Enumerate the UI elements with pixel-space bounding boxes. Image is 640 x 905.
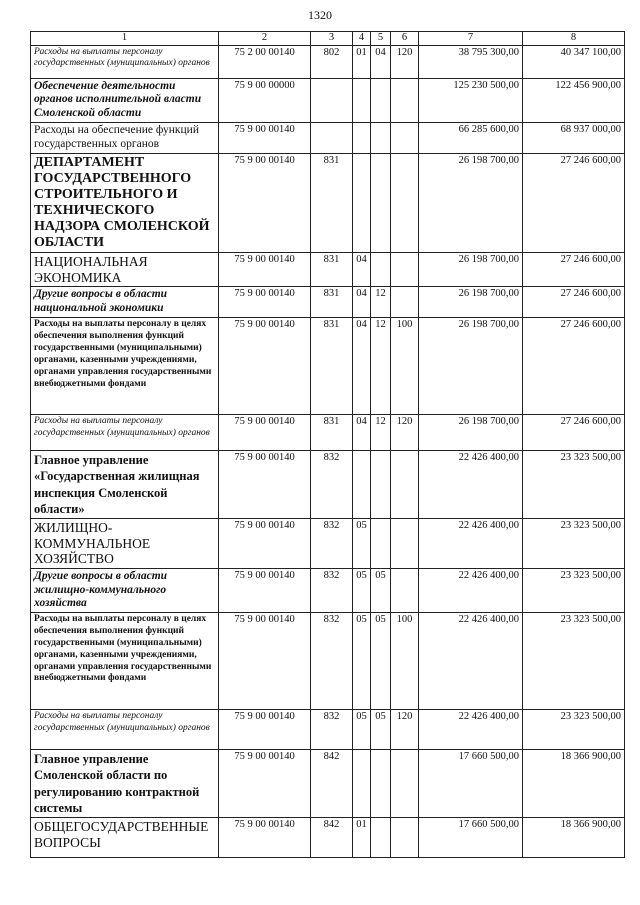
expense-type-cell bbox=[391, 253, 419, 287]
amount-year-2-cell: 27 246 600,00 bbox=[523, 153, 625, 253]
department-code-cell: 832 bbox=[311, 451, 353, 519]
expense-type-cell bbox=[391, 519, 419, 569]
row-name-cell: Расходы на выплаты персоналу в целях обеспечения выполнения функций государственными (муниципальными) органами, казенными учреждениями, органами управления государственными внебюджетными фондами bbox=[31, 613, 219, 710]
section-code-cell: 04 bbox=[353, 253, 371, 287]
amount-year-1-cell: 66 285 600,00 bbox=[419, 122, 523, 153]
target-code-cell: 75 9 00 00140 bbox=[219, 287, 311, 318]
amount-year-2-cell: 23 323 500,00 bbox=[523, 613, 625, 710]
target-code-cell: 75 9 00 00140 bbox=[219, 122, 311, 153]
section-code-cell: 01 bbox=[353, 45, 371, 78]
header-cell: 4 bbox=[353, 32, 371, 46]
row-name-cell: ОБЩЕГОСУДАРСТВЕННЫЕ ВОПРОСЫ bbox=[31, 818, 219, 858]
subsection-code-cell: 12 bbox=[371, 287, 391, 318]
table-row bbox=[31, 253, 625, 287]
expense-type-cell bbox=[391, 568, 419, 612]
target-code-cell: 75 9 00 00140 bbox=[219, 519, 311, 569]
department-code-cell: 831 bbox=[311, 287, 353, 318]
amount-year-1-cell: 26 198 700,00 bbox=[419, 153, 523, 253]
page-number: 1320 bbox=[308, 8, 332, 22]
amount-year-2-cell: 23 323 500,00 bbox=[523, 519, 625, 569]
subsection-code-cell bbox=[371, 750, 391, 818]
expense-type-cell bbox=[391, 153, 419, 253]
expense-type-cell bbox=[391, 818, 419, 858]
subsection-code-cell bbox=[371, 451, 391, 519]
amount-year-2-cell: 27 246 600,00 bbox=[523, 415, 625, 451]
row-name-cell: Расходы на выплаты персоналу государственных (муниципальных) органов bbox=[31, 415, 219, 451]
amount-year-1-cell: 22 426 400,00 bbox=[419, 451, 523, 519]
amount-year-2-cell: 122 456 900,00 bbox=[523, 78, 625, 122]
expense-type-cell bbox=[391, 122, 419, 153]
header-cell: 8 bbox=[523, 32, 625, 46]
section-code-cell: 04 bbox=[353, 318, 371, 415]
table-row bbox=[31, 750, 625, 818]
row-name-cell: Расходы на обеспечение функций государственных органов bbox=[31, 122, 219, 153]
target-code-cell: 75 9 00 00140 bbox=[219, 318, 311, 415]
row-name-cell: НАЦИОНАЛЬНАЯ ЭКОНОМИКА bbox=[31, 253, 219, 287]
amount-year-2-cell: 23 323 500,00 bbox=[523, 451, 625, 519]
table-row bbox=[31, 568, 625, 612]
subsection-code-cell bbox=[371, 818, 391, 858]
section-code-cell: 05 bbox=[353, 710, 371, 750]
table-row bbox=[31, 613, 625, 710]
header-cell: 3 bbox=[311, 32, 353, 46]
table-row bbox=[31, 818, 625, 858]
header-cell: 6 bbox=[391, 32, 419, 46]
department-code-cell: 832 bbox=[311, 519, 353, 569]
amount-year-2-cell: 27 246 600,00 bbox=[523, 253, 625, 287]
section-code-cell: 05 bbox=[353, 568, 371, 612]
target-code-cell: 75 9 00 00140 bbox=[219, 818, 311, 858]
header-cell: 2 bbox=[219, 32, 311, 46]
amount-year-2-cell: 68 937 000,00 bbox=[523, 122, 625, 153]
row-name-cell: ЖИЛИЩНО-КОММУНАЛЬНОЕ ХОЗЯЙСТВО bbox=[31, 519, 219, 569]
subsection-code-cell: 12 bbox=[371, 415, 391, 451]
subsection-code-cell bbox=[371, 153, 391, 253]
department-code-cell: 831 bbox=[311, 318, 353, 415]
subsection-code-cell: 05 bbox=[371, 710, 391, 750]
row-name-cell: Расходы на выплаты персоналу государственных (муниципальных) органов bbox=[31, 710, 219, 750]
expense-type-cell bbox=[391, 750, 419, 818]
department-code-cell: 831 bbox=[311, 415, 353, 451]
target-code-cell: 75 9 00 00000 bbox=[219, 78, 311, 122]
amount-year-1-cell: 26 198 700,00 bbox=[419, 318, 523, 415]
table-row bbox=[31, 415, 625, 451]
department-code-cell: 831 bbox=[311, 253, 353, 287]
subsection-code-cell: 05 bbox=[371, 613, 391, 710]
row-name-cell: Другие вопросы в области жилищно-коммунального хозяйства bbox=[31, 568, 219, 612]
target-code-cell: 75 9 00 00140 bbox=[219, 253, 311, 287]
expense-type-cell: 100 bbox=[391, 613, 419, 710]
table-row bbox=[31, 287, 625, 318]
expense-type-cell bbox=[391, 78, 419, 122]
amount-year-2-cell: 27 246 600,00 bbox=[523, 318, 625, 415]
row-name-cell: Главное управление «Государственная жилищная инспекция Смоленской области» bbox=[31, 451, 219, 519]
amount-year-2-cell: 23 323 500,00 bbox=[523, 568, 625, 612]
amount-year-1-cell: 125 230 500,00 bbox=[419, 78, 523, 122]
amount-year-1-cell: 22 426 400,00 bbox=[419, 568, 523, 612]
target-code-cell: 75 2 00 00140 bbox=[219, 45, 311, 78]
section-code-cell: 04 bbox=[353, 287, 371, 318]
header-cell: 5 bbox=[371, 32, 391, 46]
target-code-cell: 75 9 00 00140 bbox=[219, 153, 311, 253]
department-code-cell: 832 bbox=[311, 568, 353, 612]
expense-type-cell: 120 bbox=[391, 45, 419, 78]
amount-year-1-cell: 22 426 400,00 bbox=[419, 613, 523, 710]
expense-type-cell: 120 bbox=[391, 710, 419, 750]
table-row bbox=[31, 153, 625, 253]
section-code-cell: 05 bbox=[353, 519, 371, 569]
budget-table bbox=[30, 31, 625, 858]
table-header-row bbox=[31, 32, 625, 46]
table-row bbox=[31, 519, 625, 569]
target-code-cell: 75 9 00 00140 bbox=[219, 750, 311, 818]
department-code-cell: 832 bbox=[311, 613, 353, 710]
expense-type-cell: 100 bbox=[391, 318, 419, 415]
row-name-cell: Главное управление Смоленской области по регулированию контрактной системы bbox=[31, 750, 219, 818]
section-code-cell bbox=[353, 122, 371, 153]
department-code-cell: 802 bbox=[311, 45, 353, 78]
amount-year-1-cell: 17 660 500,00 bbox=[419, 818, 523, 858]
section-code-cell bbox=[353, 451, 371, 519]
department-code-cell: 832 bbox=[311, 710, 353, 750]
subsection-code-cell: 05 bbox=[371, 568, 391, 612]
row-name-cell: Расходы на выплаты персоналу государственных (муниципальных) органов bbox=[31, 45, 219, 78]
table-row bbox=[31, 318, 625, 415]
department-code-cell: 842 bbox=[311, 818, 353, 858]
department-code-cell bbox=[311, 122, 353, 153]
section-code-cell: 04 bbox=[353, 415, 371, 451]
amount-year-2-cell: 40 347 100,00 bbox=[523, 45, 625, 78]
expense-type-cell bbox=[391, 287, 419, 318]
table-row bbox=[31, 451, 625, 519]
expense-type-cell: 120 bbox=[391, 415, 419, 451]
amount-year-1-cell: 22 426 400,00 bbox=[419, 710, 523, 750]
subsection-code-cell bbox=[371, 78, 391, 122]
target-code-cell: 75 9 00 00140 bbox=[219, 710, 311, 750]
target-code-cell: 75 9 00 00140 bbox=[219, 451, 311, 519]
row-name-cell: Обеспечение деятельности органов исполнительной власти Смоленской области bbox=[31, 78, 219, 122]
subsection-code-cell bbox=[371, 519, 391, 569]
section-code-cell bbox=[353, 78, 371, 122]
amount-year-1-cell: 26 198 700,00 bbox=[419, 415, 523, 451]
department-code-cell: 831 bbox=[311, 153, 353, 253]
subsection-code-cell bbox=[371, 253, 391, 287]
table-row bbox=[31, 45, 625, 78]
section-code-cell: 01 bbox=[353, 818, 371, 858]
target-code-cell: 75 9 00 00140 bbox=[219, 613, 311, 710]
amount-year-2-cell: 23 323 500,00 bbox=[523, 710, 625, 750]
department-code-cell bbox=[311, 78, 353, 122]
amount-year-1-cell: 26 198 700,00 bbox=[419, 253, 523, 287]
budget-table-body bbox=[31, 32, 625, 858]
header-cell: 1 bbox=[31, 32, 219, 46]
table-row bbox=[31, 710, 625, 750]
amount-year-2-cell: 18 366 900,00 bbox=[523, 818, 625, 858]
row-name-cell: ДЕПАРТАМЕНТ ГОСУДАРСТВЕННОГО СТРОИТЕЛЬНОГО И ТЕХНИЧЕСКОГО НАДЗОРА СМОЛЕНСКОЙ ОБЛАСТИ bbox=[31, 153, 219, 253]
amount-year-1-cell: 17 660 500,00 bbox=[419, 750, 523, 818]
amount-year-1-cell: 38 795 300,00 bbox=[419, 45, 523, 78]
target-code-cell: 75 9 00 00140 bbox=[219, 568, 311, 612]
department-code-cell: 842 bbox=[311, 750, 353, 818]
target-code-cell: 75 9 00 00140 bbox=[219, 415, 311, 451]
expense-type-cell bbox=[391, 451, 419, 519]
header-cell: 7 bbox=[419, 32, 523, 46]
amount-year-1-cell: 26 198 700,00 bbox=[419, 287, 523, 318]
section-code-cell: 05 bbox=[353, 613, 371, 710]
section-code-cell bbox=[353, 153, 371, 253]
table-row bbox=[31, 122, 625, 153]
row-name-cell: Другие вопросы в области национальной экономики bbox=[31, 287, 219, 318]
row-name-cell: Расходы на выплаты персоналу в целях обеспечения выполнения функций государственными (муниципальными) органами, казенными учреждениями, органами управления государственными внебюджетными фондами bbox=[31, 318, 219, 415]
amount-year-2-cell: 27 246 600,00 bbox=[523, 287, 625, 318]
subsection-code-cell: 04 bbox=[371, 45, 391, 78]
subsection-code-cell: 12 bbox=[371, 318, 391, 415]
subsection-code-cell bbox=[371, 122, 391, 153]
table-row bbox=[31, 78, 625, 122]
section-code-cell bbox=[353, 750, 371, 818]
amount-year-1-cell: 22 426 400,00 bbox=[419, 519, 523, 569]
amount-year-2-cell: 18 366 900,00 bbox=[523, 750, 625, 818]
